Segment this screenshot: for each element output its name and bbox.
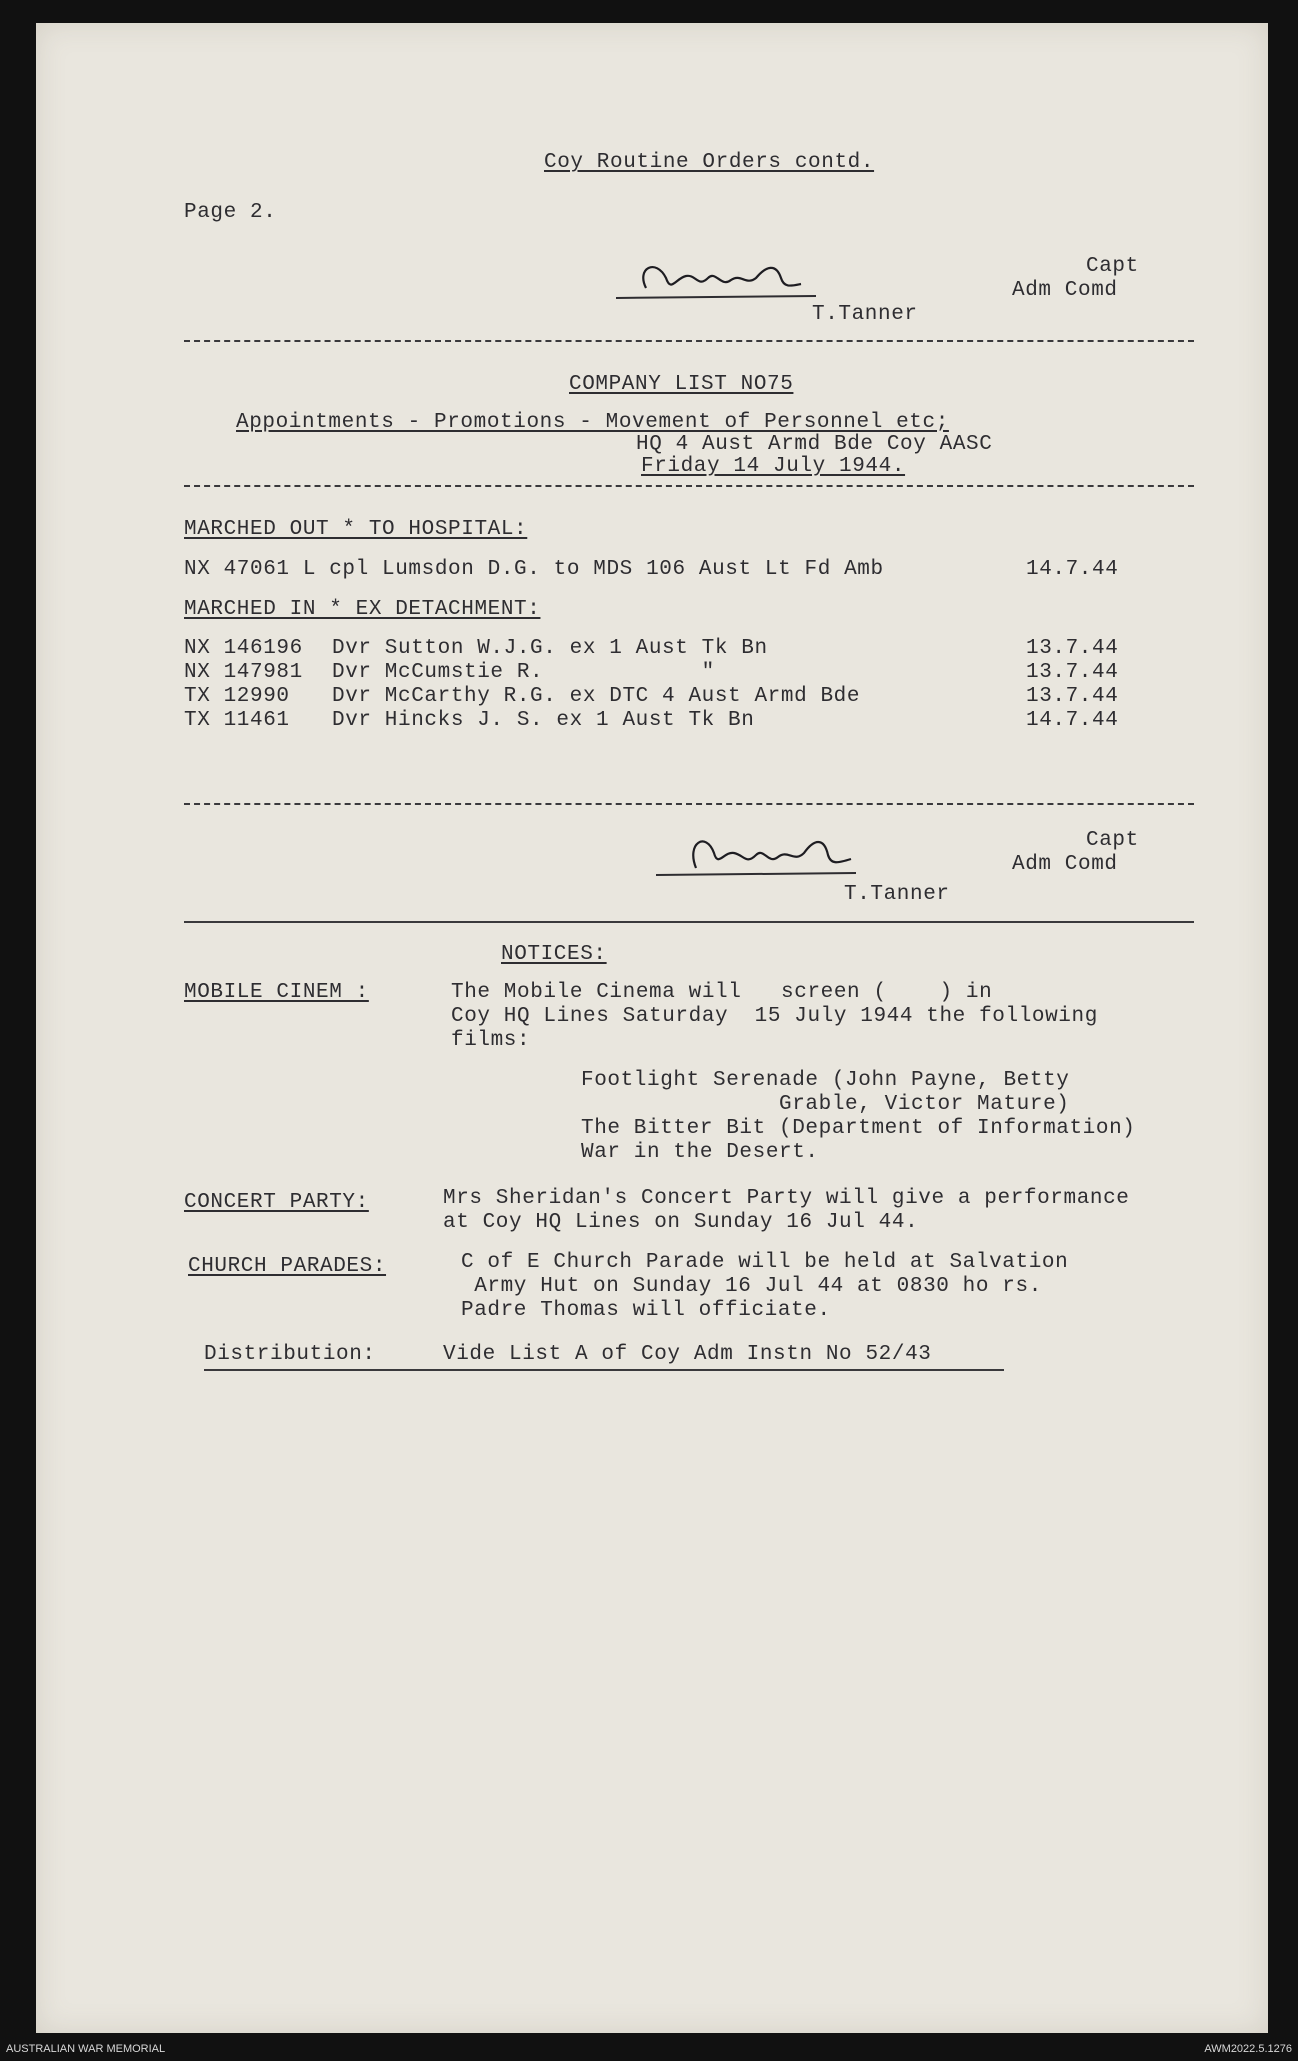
list-title: COMPANY LIST NO75 (569, 373, 794, 396)
page-number: Page 2. (184, 201, 277, 224)
marched-in-number: NX 147981 (184, 661, 303, 684)
marched-in-date: 14.7.44 (1026, 709, 1119, 732)
distribution-underline (204, 1369, 1004, 1371)
film-line: War in the Desert. (581, 1141, 819, 1164)
signature-2-role: Adm Comd (1012, 853, 1118, 876)
notices-heading: NOTICES: (501, 943, 607, 966)
list-date: Friday 14 July 1944. (641, 455, 906, 478)
signature-1-role: Adm Comd (1012, 279, 1118, 302)
distribution-label: Distribution: (204, 1343, 376, 1366)
mobile-cinema-label: MOBILE CINEM : (184, 981, 369, 1004)
concert-party-line: Mrs Sheridan's Concert Party will give a performance (443, 1187, 1130, 1210)
signature-2-name: T.Tanner (844, 883, 950, 906)
marched-in-number: NX 146196 (184, 637, 303, 660)
signature-1-rank: Capt (1086, 255, 1139, 278)
church-parades-line: Army Hut on Sunday 16 Jul 44 at 0830 ho rs. (461, 1275, 1042, 1298)
concert-party-line: at Coy HQ Lines on Sunday 16 Jul 44. (443, 1211, 919, 1234)
marched-in-date: 13.7.44 (1026, 637, 1119, 660)
document-page (36, 23, 1268, 2033)
divider (184, 921, 1194, 923)
distribution-text: Vide List A of Coy Adm Instn No 52/43 (443, 1343, 932, 1366)
signature-1-name: T.Tanner (812, 303, 918, 326)
concert-party-label: CONCERT PARTY: (184, 1191, 369, 1214)
divider (184, 485, 1194, 487)
church-parades-label: CHURCH PARADES: (188, 1255, 387, 1278)
document-title: Coy Routine Orders contd. (544, 151, 875, 174)
divider (184, 803, 1194, 805)
mobile-cinema-line: The Mobile Cinema will screen ( ) in (451, 981, 993, 1004)
footer-left: AUSTRALIAN WAR MEMORIAL (6, 2043, 166, 2055)
marched-out-heading: MARCHED OUT * TO HOSPITAL: (184, 518, 528, 541)
marched-in-number: TX 12990 (184, 685, 290, 708)
film-line: Grable, Victor Mature) (581, 1093, 1070, 1116)
divider (184, 340, 1194, 342)
marched-in-date: 13.7.44 (1026, 661, 1119, 684)
marched-out-entry: NX 47061 L cpl Lumsdon D.G. to MDS 106 Aust Lt Fd Amb (184, 558, 884, 581)
church-parades-line: C of E Church Parade will be held at Salvation (461, 1251, 1069, 1274)
marched-in-heading: MARCHED IN * EX DETACHMENT: (184, 598, 541, 621)
film-line: The Bitter Bit (Department of Information) (581, 1117, 1136, 1140)
mobile-cinema-line: Coy HQ Lines Saturday 15 July 1944 the following (451, 1005, 1098, 1028)
marched-out-date: 14.7.44 (1026, 558, 1119, 581)
list-subtitle: Appointments - Promotions - Movement of Personnel etc; (236, 411, 949, 434)
church-parades-line: Padre Thomas will officiate. (461, 1299, 831, 1322)
marched-in-entry: Dvr McCumstie R. " (332, 661, 715, 684)
marched-in-entry: Dvr Sutton W.J.G. ex 1 Aust Tk Bn (332, 637, 768, 660)
marched-in-date: 13.7.44 (1026, 685, 1119, 708)
list-unit: HQ 4 Aust Armd Bde Coy AASC (636, 433, 993, 456)
signature-2-rank: Capt (1086, 829, 1139, 852)
footer-right: AWM2022.5.1276 (1204, 2043, 1292, 2055)
mobile-cinema-line: films: (451, 1029, 531, 1052)
marched-in-entry: Dvr McCarthy R.G. ex DTC 4 Aust Armd Bde (332, 685, 861, 708)
film-line: Footlight Serenade (John Payne, Betty (581, 1069, 1070, 1092)
marched-in-number: TX 11461 (184, 709, 290, 732)
marched-in-entry: Dvr Hincks J. S. ex 1 Aust Tk Bn (332, 709, 755, 732)
